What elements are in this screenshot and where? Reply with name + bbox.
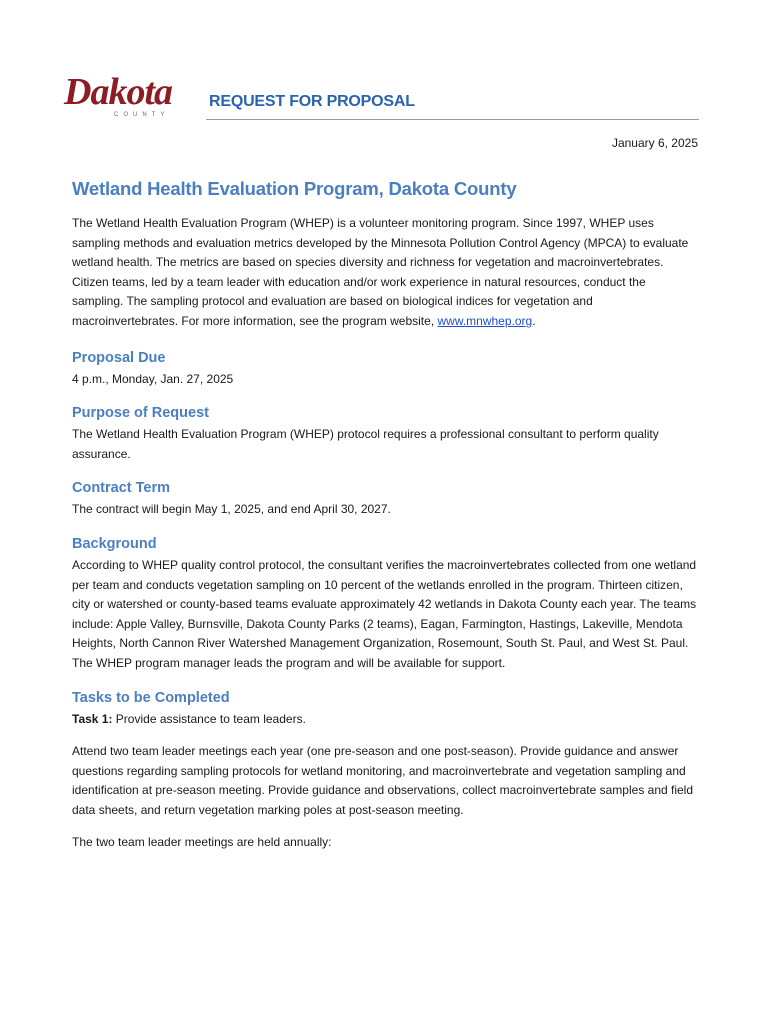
logo-wordmark: Dakota [64, 71, 172, 113]
section-background [72, 534, 700, 674]
task-1-text: Provide assistance to team leaders. [112, 711, 306, 726]
intro-text: The Wetland Health Evaluation Program (WHEP) is a volunteer monitoring program. Since 1997, WHEP uses sampling methods and evaluation metrics developed by the Minnesota Pollution Control Agency (MPCA) to evaluate wetland health. The metrics are based on species diversity and richness for vegetation and macroinvertebrates. Citizen teams, led by a team leader with education and/or work experience in natural resources, conduct the sampling. The sampling protocol and evaluation are based on biological indices for vegetation and macroinvertebrates. For more information, see the program website, [72, 216, 689, 328]
section-purpose [72, 403, 700, 464]
section-heading: Tasks to be Completed [72, 689, 230, 706]
section-tasks [72, 688, 700, 854]
section-heading: Background [72, 535, 157, 552]
intro-paragraph [72, 214, 700, 332]
section-heading: Proposal Due [72, 349, 166, 366]
meetings-intro: The two team leader meetings are held annually: [72, 835, 332, 850]
section-proposal-due [72, 348, 700, 390]
document-title: Wetland Health Evaluation Program, Dakota County [72, 178, 517, 199]
document-body [72, 176, 700, 867]
header-title: REQUEST FOR PROPOSAL [209, 93, 415, 110]
program-website-link[interactable]: www.mnwhep.org [437, 313, 533, 328]
intro-end: . [532, 313, 536, 328]
section-contract-term [72, 478, 700, 520]
section-body: The Wetland Health Evaluation Program (WHEP) protocol requires a professional consultant to perform quality assurance. [72, 427, 659, 461]
section-body: According to WHEP quality control protocol, the consultant verifies the macroinvertebrates collected from one wetland per team and conducts vegetation sampling on 10 percent of the wetlands enrolled in the program. Thirteen citizen, city or watershed or county-based teams evaluate approximately 42 wetlands in Dakota County each year. The teams include: Apple Valley, Burnsville, Dakota County Parks (2 teams), Eagan, Farmington, Hastings, Lakeville, Mendota Heights, North Cannon River Watershed Management Organization, Rosemount, South St. Paul, and West St. Paul. The WHEP program manager leads the program and will be available for support. [72, 557, 697, 670]
task-1-label: Task 1: [72, 711, 113, 726]
section-body: 4 p.m., Monday, Jan. 27, 2025 [72, 371, 234, 386]
section-body: The contract will begin May 1, 2025, and end April 30, 2027. [72, 502, 391, 517]
task-1-detail: Attend two team leader meetings each year (one pre-season and one post-season). Provide guidance and answer questions regarding sampling protocols for wetland monitoring, and macroinvertebrate and vegetation sampling and identification at pre-season meeting. Provide guidance and observations, collect macroinvertebrate samples and field data sheets, and return vegetation marking poles at post-season meeting. [72, 744, 694, 817]
task-1-line [72, 710, 700, 730]
logo-subtitle: COUNTY [114, 112, 170, 118]
dakota-county-logo [64, 72, 202, 124]
document-date: January 6, 2025 [611, 136, 698, 150]
header-divider [206, 119, 699, 120]
section-heading: Contract Term [72, 480, 171, 497]
section-heading: Purpose of Request [72, 405, 209, 422]
